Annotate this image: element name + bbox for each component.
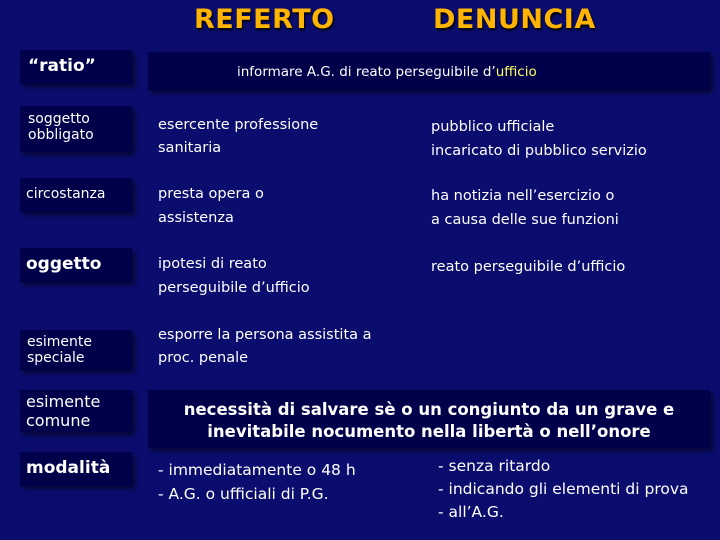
soggetto-referto-line2: sanitaria	[158, 140, 222, 156]
circostanza-referto-line1: presta opera o	[158, 186, 264, 202]
modalita-referto-line2: - A.G. o ufficiali di P.G.	[158, 485, 329, 503]
circostanza-denuncia-line1: ha notizia nell’esercizio o	[431, 188, 615, 204]
soggetto-denuncia-line1: pubblico ufficiale	[431, 119, 555, 135]
esimente-speciale-label-line2: speciale	[27, 350, 85, 366]
ratio-label: “ratio”	[28, 56, 96, 76]
circostanza-referto-line2: assistenza	[158, 210, 234, 226]
circostanza-label: circostanza	[26, 186, 106, 202]
ratio-text-highlight: ufficio	[495, 64, 537, 80]
referto-title: REFERTO	[194, 4, 335, 35]
modalita-denuncia-line2: - indicando gli elementi di prova	[438, 480, 689, 498]
ratio-text-main: informare A.G. di reato perseguibile d’	[237, 64, 496, 80]
esimente-speciale-referto-line1: esporre la persona assistita a	[158, 327, 372, 343]
ratio-text	[237, 64, 537, 80]
esimente-comune-label-line1: esimente	[26, 392, 101, 411]
esimente-speciale-label-line1: esimente	[27, 334, 93, 350]
modalita-denuncia-line3: - all’A.G.	[438, 503, 504, 521]
modalita-referto-line1: - immediatamente o 48 h	[158, 461, 356, 479]
modalita-label: modalità	[26, 458, 111, 478]
esimente-comune-text-line1: necessità di salvare sè o un congiunto da un grave e	[183, 400, 675, 419]
oggetto-referto-line2: perseguibile d’ufficio	[158, 280, 310, 296]
esimente-speciale-referto-line2: proc. penale	[158, 350, 249, 366]
soggetto-label-line1: soggetto	[28, 111, 90, 127]
esimente-comune-text-line2: inevitabile nocumento nella libertà o nell’onore	[207, 422, 651, 441]
oggetto-label: oggetto	[26, 254, 102, 274]
soggetto-label-line2: obbligato	[28, 127, 94, 143]
soggetto-denuncia-line2: incaricato di pubblico servizio	[431, 143, 647, 159]
oggetto-denuncia-line1: reato perseguibile d’ufficio	[431, 259, 626, 275]
circostanza-denuncia-line2: a causa delle sue funzioni	[431, 212, 619, 228]
denuncia-title: DENUNCIA	[433, 4, 596, 35]
oggetto-referto-line1: ipotesi di reato	[158, 256, 267, 272]
soggetto-referto-line1: esercente professione	[158, 117, 319, 133]
modalita-denuncia-line1: - senza ritardo	[438, 457, 551, 475]
esimente-comune-label-line2: comune	[26, 411, 91, 430]
